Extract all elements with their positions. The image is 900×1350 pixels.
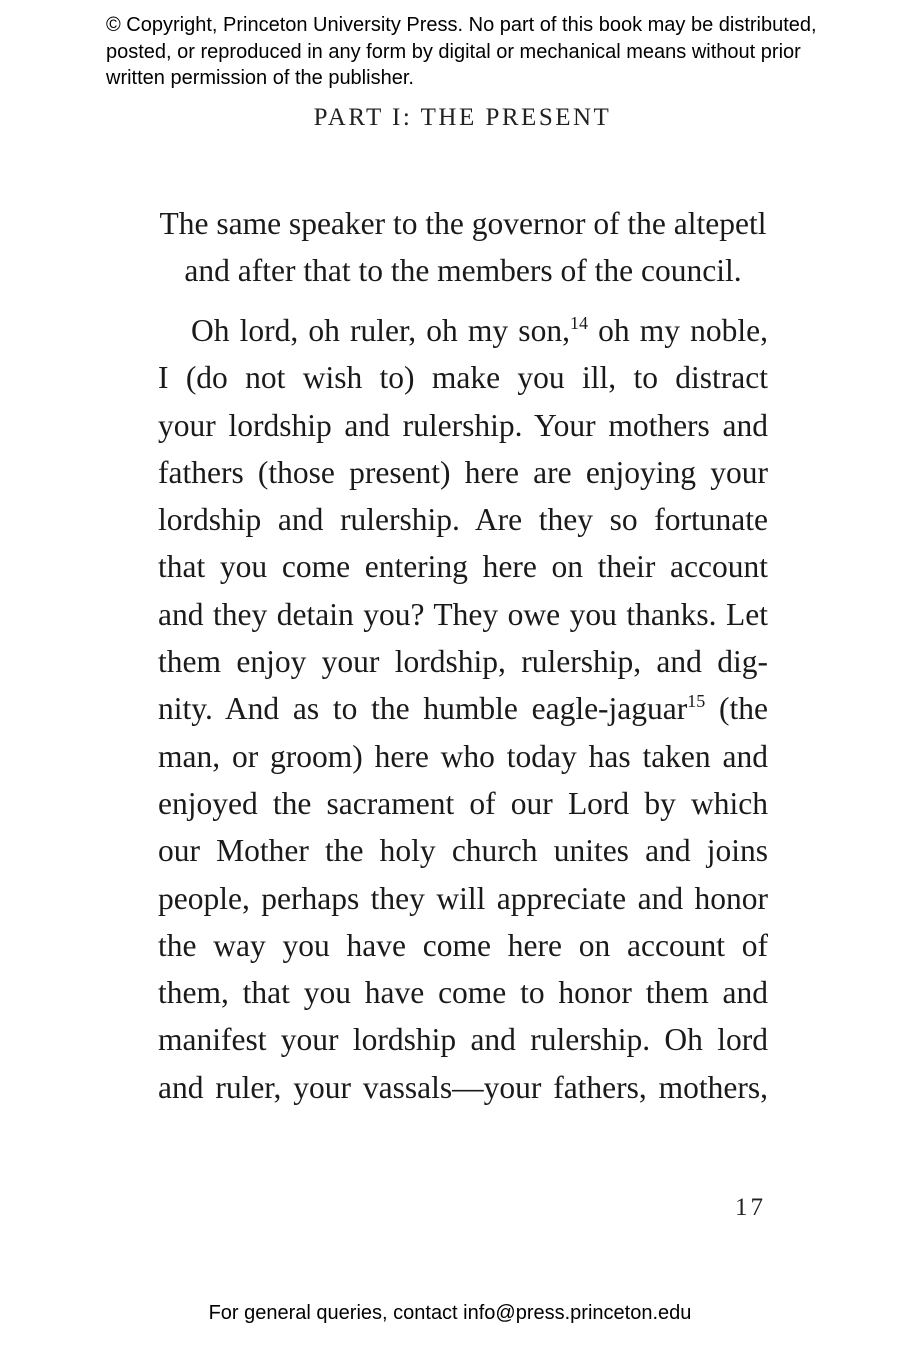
heading-line-2: and after that to the members of the council. bbox=[184, 253, 742, 288]
copyright-notice: © Copyright, Princeton University Press. No part of this book may be distributed, posted, or reproduced in any form by digital or mechanical means without prior written permission of the publisher. bbox=[106, 14, 817, 89]
line-text: oh my noble, bbox=[587, 313, 768, 348]
paragraph-line bbox=[158, 685, 768, 732]
heading-line-1: The same speaker to the governor of the altepetl bbox=[159, 206, 767, 241]
paragraph-line: them enjoy your lordship, rulership, and dig- bbox=[158, 644, 768, 680]
line-text: Oh lord, oh ruler, oh my son, bbox=[191, 313, 570, 348]
footnote-ref-14[interactable]: 14 bbox=[569, 313, 588, 333]
line-text: nity. And as to the humble eagle-jaguar bbox=[158, 691, 688, 727]
page-number: 17 bbox=[735, 1194, 766, 1221]
section-heading bbox=[158, 200, 768, 294]
paragraph-line: your lordship and rulership. Your mothers and bbox=[158, 407, 768, 443]
paragraph-line: and ruler, your vassals—your fathers, mothers, bbox=[158, 1069, 768, 1105]
body-paragraph bbox=[158, 307, 768, 1111]
paragraph-line: and they detain you? They owe you thanks. Let bbox=[158, 596, 768, 632]
line-text: (the bbox=[705, 691, 768, 727]
paragraph-line bbox=[158, 307, 768, 354]
paragraph-line: the way you have come here on account of bbox=[158, 927, 768, 963]
running-head: PART I: THE PRESENT bbox=[313, 104, 612, 131]
paragraph-line: I (do not wish to) make you ill, to distract bbox=[158, 360, 768, 396]
paragraph-line: man, or groom) here who today has taken and bbox=[158, 738, 768, 774]
paragraph-line: that you come entering here on their account bbox=[158, 549, 768, 585]
paragraph-line: manifest your lordship and rulership. Oh lord bbox=[158, 1022, 768, 1058]
paragraph-line: lordship and rulership. Are they so fortunate bbox=[158, 502, 768, 538]
footer-contact: For general queries, contact info@press.princeton.edu bbox=[208, 1302, 692, 1324]
footnote-ref-15[interactable]: 15 bbox=[687, 691, 706, 712]
paragraph-line: people, perhaps they will appreciate and honor bbox=[158, 880, 768, 916]
paragraph-line: fathers (those present) here are enjoying your bbox=[158, 454, 768, 490]
paragraph-line: them, that you have come to honor them and bbox=[158, 975, 768, 1011]
paragraph-line: enjoyed the sacrament of our Lord by which bbox=[158, 785, 768, 821]
paragraph-line: our Mother the holy church unites and joins bbox=[158, 833, 768, 869]
